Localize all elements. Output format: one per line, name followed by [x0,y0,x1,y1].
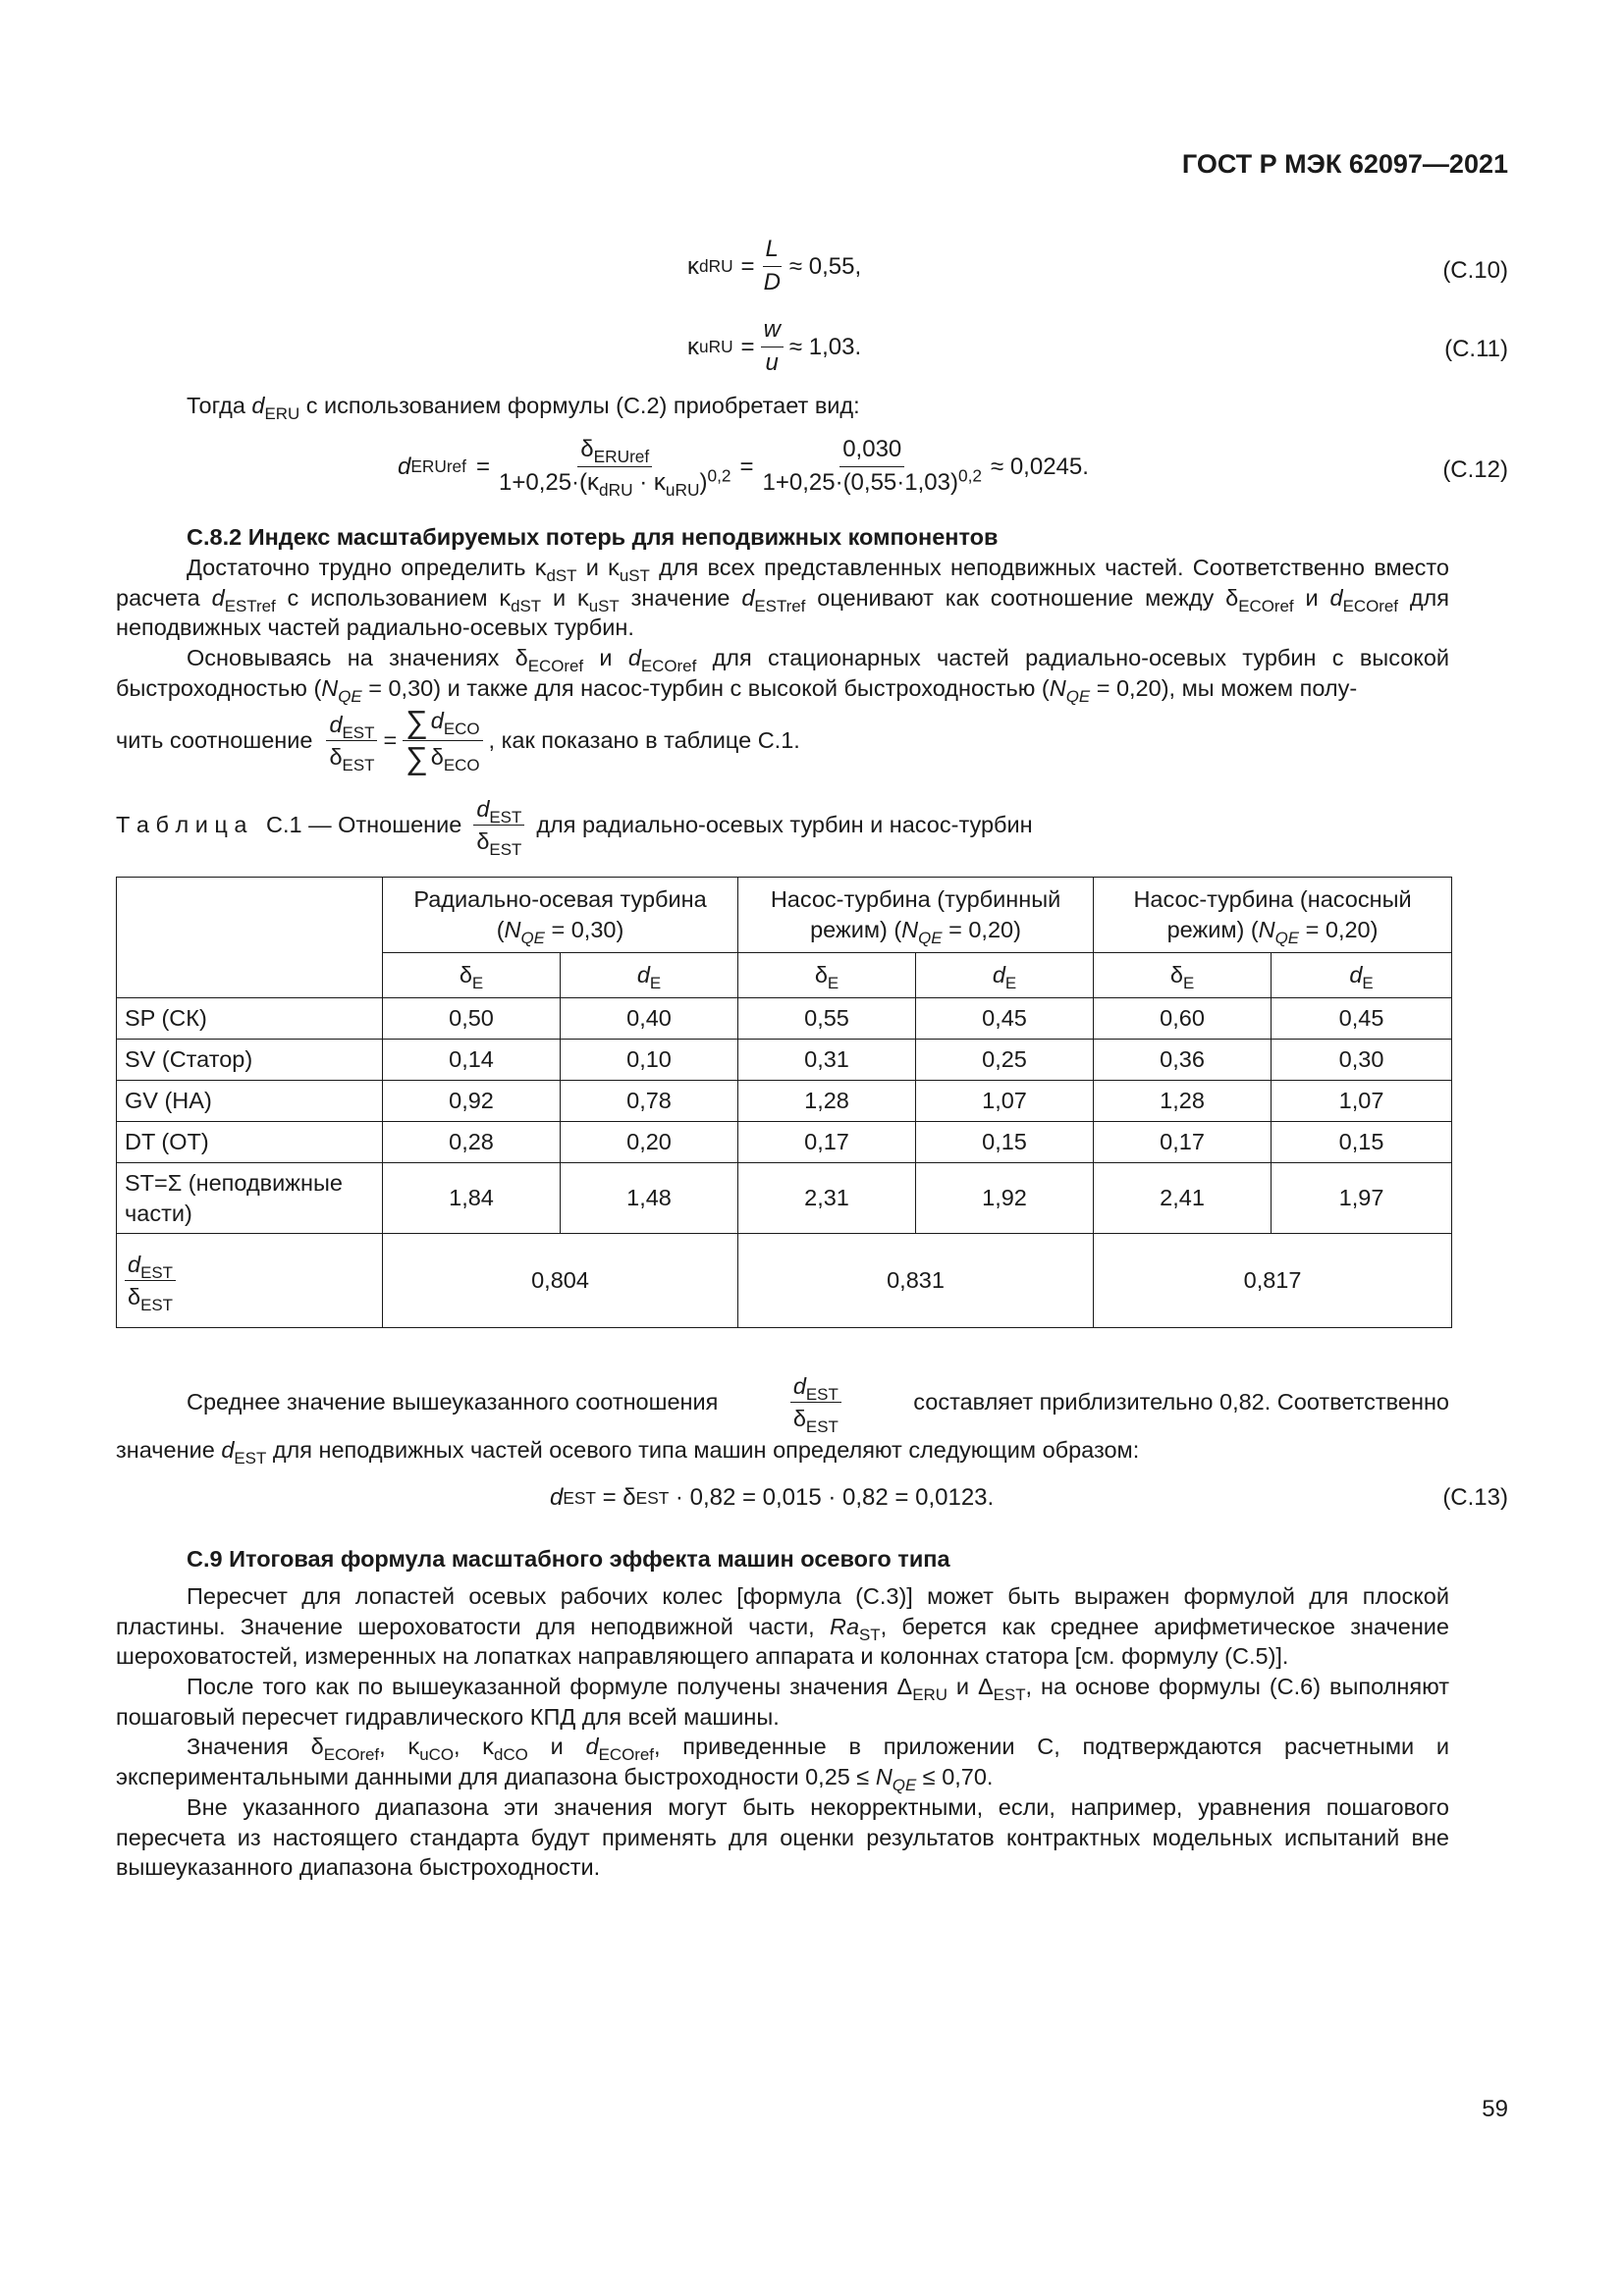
table-cell: 0,78 [561,1081,738,1122]
table-subheader: $\delta_E$ [383,953,561,998]
row-label: SV (Статор) [117,1040,383,1081]
table-group-header: Насос-турбина (насосный режим) $(N_{QE} = 0,20)$ [1094,878,1452,953]
row-label: GV (НА) [117,1081,383,1122]
table-cell: 0,17 [1094,1122,1272,1163]
table-cell: 0,831 [738,1234,1094,1328]
table-cell: 0,45 [916,998,1094,1040]
row-label-ratio: $\frac{d_{EST}}{\delta_{EST}}$ [117,1234,383,1328]
table-cell: 0,25 [916,1040,1094,1081]
equation-label: (С.12) [1442,456,1508,483]
paragraph: Основываясь на значениях $\delta_{ECOref}$ и $d_{ECOref}$ для стационарных частей радиально-осевых турбин с высокой быстроходностью $(N_{QE} = 0,30)$ и также для насос-турбин с высокой быстроходностью $(N_{QE} = 0,20)$, мы можем полу- [116,645,1450,706]
section-heading: С.9 Итоговая формула масштабного эффекта машин осевого типа [187,1546,950,1572]
sum-fraction: $\frac{\sum d_{ECO}}{\sum \delta_{ECO}}$ [403,707,482,774]
table-cell: 0,15 [1272,1122,1452,1163]
eq-fraction: $\frac{0,030}{1+0,25\cdot(0,55\cdot 1,03)^{0,2}}$ [762,436,982,496]
row-label: DT (ОТ) [117,1122,383,1163]
paragraph: Вне указанного диапазона эти значения могут быть некорректными, если, например, уравнения пошагового пересчета из настоящего стандарта будут применять для оценки результатов контрактных модельных испытаний вне вышеуказанного диапазона быстроходности. [116,1794,1449,1881]
table-caption: Т а б л и ц а С.1 — Отношение $\frac{d_{EST}}{\delta_{EST}}$ для радиально-осевых турбин и насос-турбин [116,796,1033,860]
eq-fraction: $\frac{w}{u}$ [761,316,784,378]
table-cell: 0,15 [916,1122,1094,1163]
equation-c10: κ dRU = $\frac{L}{D}$ ≈ 0,55, [687,236,862,295]
table-cell: 0,804 [383,1234,738,1328]
document-code: ГОСТ Р МЭК 62097—2021 [1181,149,1508,179]
table-cell: 0,31 [738,1040,916,1081]
table-row [117,1122,1452,1163]
table-cell: 0,20 [561,1122,738,1163]
row-label: SP (СК) [117,998,383,1040]
table-cell: 1,84 [383,1163,561,1234]
equation-label: (С.13) [1442,1484,1508,1511]
page-number: 59 [1482,2096,1508,2122]
equation-label: (С.10) [1442,257,1508,284]
eq-symbol: κ [687,252,699,280]
table-subheader: $d_E$ [916,953,1094,998]
table-cell: 0,92 [383,1081,561,1122]
table-subheader: $\delta_E$ [738,953,916,998]
table-cell: 0,17 [738,1122,916,1163]
table-cell: 1,92 [916,1163,1094,1234]
table-cell: 0,10 [561,1040,738,1081]
table-group-header: Насос-турбина (турбинный режим) $(N_{QE} = 0,20)$ [738,878,1094,953]
table-cell: 0,55 [738,998,916,1040]
table-cell: 1,07 [1272,1081,1452,1122]
equation-c12: d ERUref = $\frac{\delta_{ERUref}}{1+0,25\cdot(\kappa_{dRU} \cdot \kappa_{uRU})^{0,2}}$ = $\frac{0,030}{1+0,25\cdot(0,55\cdot 1,03)^{0,2}}$ ≈ 0,0245. [398,436,1089,500]
table-cell: 0,60 [1094,998,1272,1040]
table-subheader: $\delta_E$ [1094,953,1272,998]
table-cell: 1,97 [1272,1163,1452,1234]
table-cell: 0,28 [383,1122,561,1163]
table-cell: 0,36 [1094,1040,1272,1081]
table-cell: 0,817 [1094,1234,1452,1328]
table-cell: 1,07 [916,1081,1094,1122]
table-c1 [116,877,1452,1328]
average-line: Среднее значение вышеуказанного соотношения $\frac{d_{EST}}{\delta_{EST}}$ составляет приблизительно 0,82. Соответственно [187,1373,1449,1437]
row-label: ST=Σ (неподвижные части) [117,1163,383,1234]
paragraph: значение $d_{EST}$ для неподвижных частей осевого типа машин определяют следующим образом: [116,1437,1140,1468]
table-cell: 2,31 [738,1163,916,1234]
paragraph: Пересчет для лопастей осевых рабочих колес [формула (С.3)] может быть выражен формулой для плоской пластины. Значение шероховатости для неподвижной части, $Ra_{ST}$, берется как среднее арифметическое значение шероховатостей, измеренных на лопатках направляющего аппарата и колоннах статора [см. формулу (С.5)]. [116,1583,1449,1670]
table-cell: 0,14 [383,1040,561,1081]
table-row [117,998,1452,1040]
table-corner-cell [117,878,383,998]
table-subheader: $d_E$ [561,953,738,998]
table-cell: 0,30 [1272,1040,1452,1081]
caption-fraction: $\frac{d_{EST}}{\delta_{EST}}$ [473,795,524,855]
paragraph: Достаточно трудно определить $\kappa_{dST}$ и $\kappa_{uST}$ для всех представленных неподвижных частей. Соответственно вместо расчета $d_{ESTref}$ с использованием $\kappa_{dST}$ и $\kappa_{uST}$ значение $d_{ESTref}$ оценивают как соотношение между $\delta_{ECOref}$ и $d_{ECOref}$ для неподвижных частей радиально-осевых турбин. [116,555,1450,641]
table-row [117,1040,1452,1081]
table-row [117,1163,1452,1234]
average-fraction: $\frac{d_{EST}}{\delta_{EST}}$ [790,1372,841,1432]
ratio-fraction: $\frac{d_{EST}}{\delta_{EST}}$ [326,711,377,771]
table-row [117,1081,1452,1122]
table-ratio-row [117,1234,1452,1328]
equation-c13: d EST = δ EST · 0,82 = 0,015 · 0,82 = 0,0123. [550,1484,995,1511]
section-heading: С.8.2 Индекс масштабируемых потерь для неподвижных компонентов [187,524,999,550]
paragraph: Значения $\delta_{ECOref}$, $\kappa_{uCO}$, $\kappa_{dCO}$ и $d_{ECOref}$, приведенные в приложении С, подтверждаются расчетными и экспериментальными данными для диапазона быстроходности $0,25 \le N_{QE} \le 0,70$. [116,1734,1450,1794]
table-cell: 0,50 [383,998,561,1040]
table-cell: 0,40 [561,998,738,1040]
table-cell: 1,48 [561,1163,738,1234]
equation-c11: κ uRU = $\frac{w}{u}$ ≈ 1,03. [687,316,862,376]
table-subheader: $d_E$ [1272,953,1452,998]
equation-label: (С.11) [1444,336,1508,362]
paragraph: После того как по вышеуказанной формуле получены значения $\Delta_{ERU}$ и $\Delta_{EST}$, на основе формулы (С.6) выполняют пошаговый пересчет гидравлического КПД для всей машины. [116,1674,1449,1730]
table-cell: 0,45 [1272,998,1452,1040]
ratio-line: чить соотношение $\frac{d_{EST}}{\delta_{EST}}$ = $\frac{\sum d_{ECO}}{\sum \delta_{ECO}}$ , как показано в таблице С.1. [116,704,800,775]
paragraph-then: Тогда $d_{ERU}$ с использованием формулы (С.2) приобретает вид: [187,393,860,423]
table-group-header: Радиально-осевая турбина $(N_{QE} = 0,30)$ [383,878,738,953]
eq-fraction: $\frac{\delta_{ERUref}}{1+0,25\cdot(\kappa_{dRU} \cdot \kappa_{uRU})^{0,2}}$ [498,436,731,500]
table-cell: 1,28 [738,1081,916,1122]
eq-fraction: $\frac{L}{D}$ [763,236,781,295]
table-cell: 1,28 [1094,1081,1272,1122]
table-cell: 2,41 [1094,1163,1272,1234]
